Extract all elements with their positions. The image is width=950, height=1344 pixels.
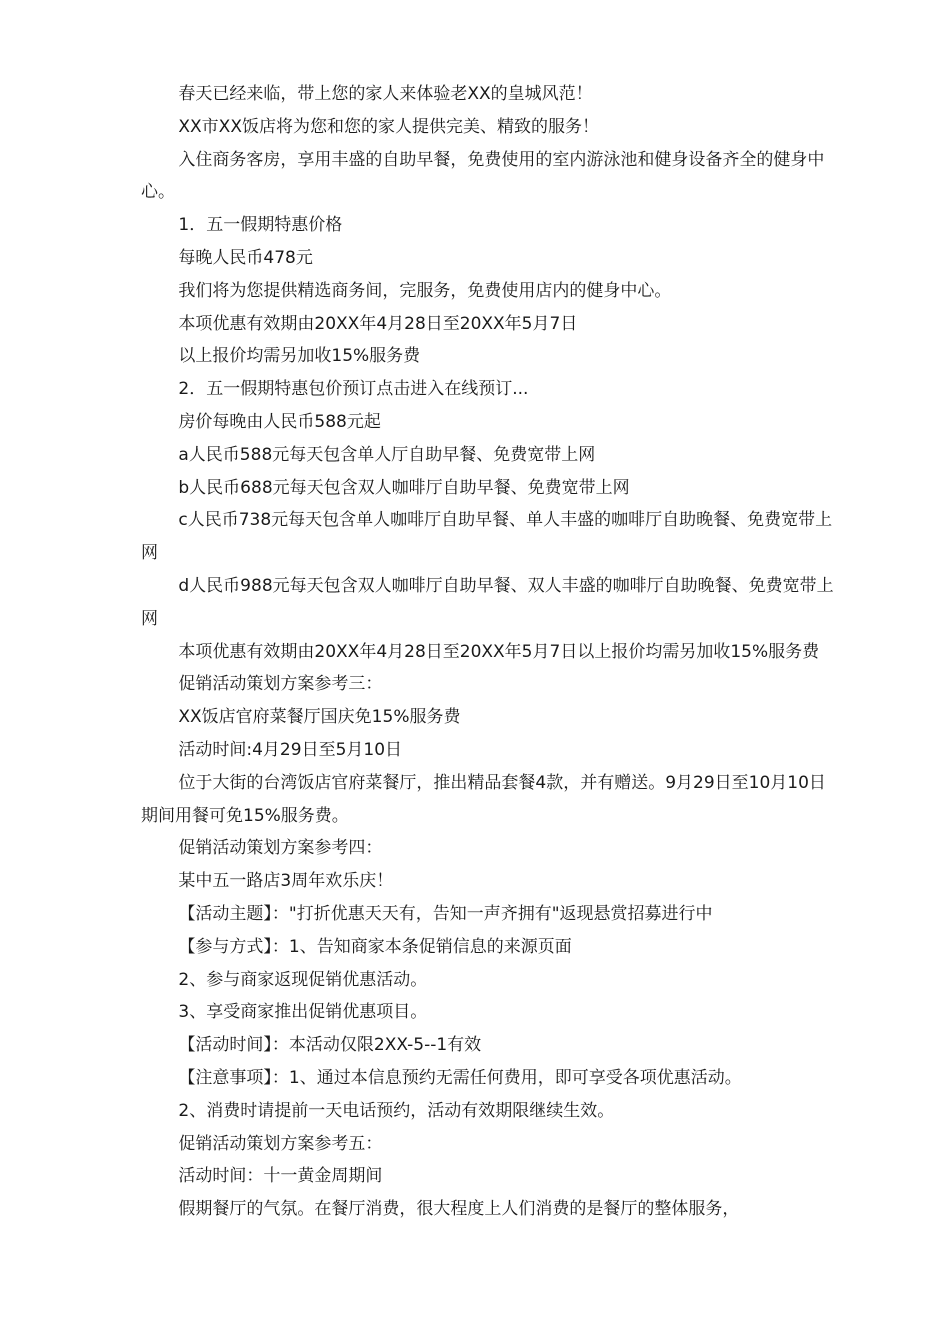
paragraph: 2、参与商家返现促销优惠活动。 <box>178 969 428 990</box>
paragraph: 房价每晚由人民币588元起 <box>178 411 381 432</box>
paragraph: 促销活动策划方案参考四： <box>178 838 383 859</box>
paragraph: XX饭店官府菜餐厅国庆免15%服务费 <box>178 707 461 728</box>
paragraph: 以上报价均需另加收15%服务费 <box>178 346 421 367</box>
document-body <box>141 78 841 1226</box>
paragraph: c人民币738元每天包含单人咖啡厅自助早餐、单人丰盛的咖啡厅自助晚餐、免费宽带上网 <box>141 510 833 564</box>
paragraph: XX市XX饭店将为您和您的家人提供完美、精致的服务！ <box>178 116 599 137</box>
paragraph: 位于大街的台湾饭店官府菜餐厅，推出精品套餐4款，并有赠送。9月29日至10月10日期间用餐可免15%服务费。 <box>141 772 826 826</box>
paragraph: 2．五一假期特惠包价预订点击进入在线预订... <box>178 379 529 400</box>
paragraph: 促销活动策划方案参考三： <box>178 674 383 695</box>
paragraph: 入住商务客房，享用丰盛的自助早餐，免费使用的室内游泳池和健身设备齐全的健身中心。 <box>141 149 825 203</box>
paragraph: 每晚人民币478元 <box>178 247 313 268</box>
paragraph: 活动时间：十一黄金周期间 <box>178 1166 383 1187</box>
paragraph: 某中五一路店3周年欢乐庆！ <box>178 871 394 892</box>
paragraph: 1．五一假期特惠价格 <box>178 215 343 236</box>
paragraph: 我们将为您提供精选商务间，完服务，免费使用店内的健身中心。 <box>178 280 672 301</box>
paragraph: 【参与方式】：1、告知商家本条促销信息的来源页面 <box>178 936 572 957</box>
paragraph: 2、消费时请提前一天电话预约，活动有效期限继续生效。 <box>178 1100 615 1121</box>
paragraph: 假期餐厅的气氛。在餐厅消费，很大程度上人们消费的是餐厅的整体服务， <box>178 1199 740 1220</box>
paragraph: a人民币588元每天包含单人厅自助早餐、免费宽带上网 <box>178 444 596 465</box>
paragraph: 3、享受商家推出促销优惠项目。 <box>178 1002 428 1023</box>
paragraph: 本项优惠有效期由20XX年4月28日至20XX年5月7日以上报价均需另加收15%服务费 <box>178 641 820 662</box>
paragraph: 活动时间:4月29日至5月10日 <box>178 739 403 760</box>
paragraph: 【注意事项】：1、通过本信息预约无需任何费用，即可享受各项优惠活动。 <box>178 1067 742 1088</box>
paragraph: b人民币688元每天包含双人咖啡厅自助早餐、免费宽带上网 <box>178 477 630 498</box>
paragraph: 【活动主题】："打折优惠天天有，告知一声齐拥有"返现悬赏招募进行中 <box>178 903 713 924</box>
paragraph: 促销活动策划方案参考五： <box>178 1133 383 1154</box>
paragraph: d人民币988元每天包含双人咖啡厅自助早餐、双人丰盛的咖啡厅自助晚餐、免费宽带上网 <box>141 575 834 629</box>
paragraph: 【活动时间】：本活动仅限2XX-5--1有效 <box>178 1035 482 1056</box>
paragraph: 春天已经来临，带上您的家人来体验老XX的皇城风范！ <box>178 84 593 104</box>
paragraph: 本项优惠有效期由20XX年4月28日至20XX年5月7日 <box>178 313 578 334</box>
